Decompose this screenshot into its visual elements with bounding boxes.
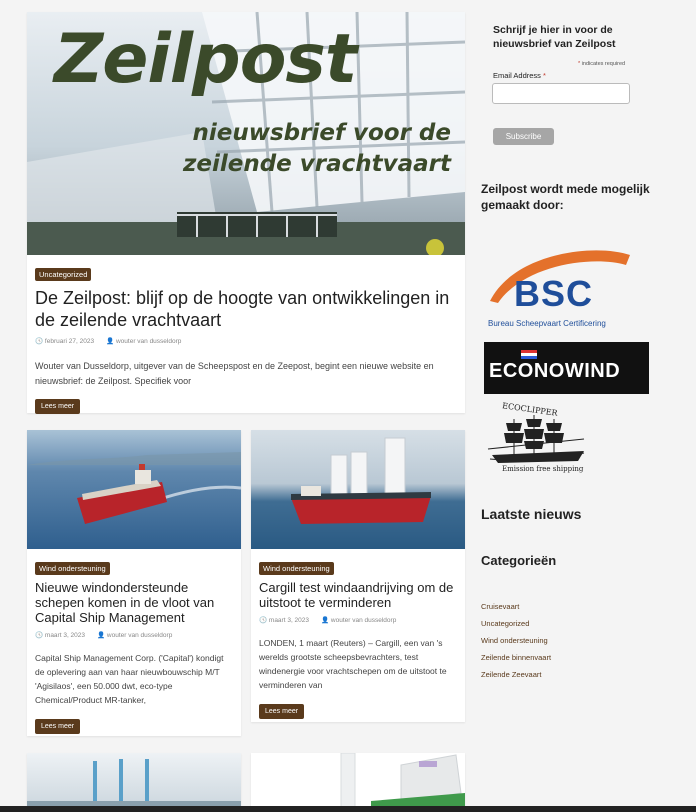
category-badge[interactable]: Wind ondersteuning [259, 562, 334, 575]
post-excerpt: Capital Ship Management Corp. ('Capital') kondigt de oplevering aan van haar nieuwbouwschip M/T 'Agisilaos', een 50.000 dwt, eco-type Chemical/Product MR-tanker, [35, 653, 224, 705]
category-link-uncategorized[interactable]: Uncategorized [481, 619, 530, 628]
category-link-zeilende-binnenvaart[interactable]: Zeilende binnenvaart [481, 653, 552, 662]
hero-subtitle [183, 118, 451, 180]
post-card [27, 430, 241, 736]
bsc-logo-subtext: Bureau Scheepvaart Certificering [488, 319, 606, 328]
post-date[interactable]: 🕓 februari 27, 2023 [35, 338, 95, 345]
bsc-logo[interactable] [484, 243, 634, 333]
ecoclipper-logo-subtext: Emission free shipping [502, 465, 584, 473]
post-card-partial[interactable] [27, 753, 241, 812]
post-card [251, 430, 465, 722]
category-badge[interactable]: Uncategorized [35, 268, 91, 281]
green-ship-illustration [251, 753, 465, 812]
latest-news-title: Laatste nieuws [481, 506, 582, 522]
post-author[interactable]: 👤 wouter van dusseldorp [321, 617, 397, 624]
category-link-cruisevaart[interactable]: Cruisevaart [481, 602, 520, 611]
hero-subtitle-line1: nieuwsbrief voor de [192, 120, 451, 146]
read-more-button[interactable]: Lees meer [35, 399, 80, 414]
categories-title: Categorieën [481, 553, 557, 568]
post-card-partial[interactable] [251, 753, 465, 812]
hero-subtitle-line2: zeilende vrachtvaart [182, 151, 451, 177]
category-badge[interactable]: Wind ondersteuning [35, 562, 110, 575]
email-label: Email Address * [493, 71, 546, 80]
flag-stripe-blue [521, 356, 537, 359]
post-author[interactable]: 👤 wouter van dusseldorp [97, 632, 173, 639]
email-input[interactable] [492, 83, 630, 104]
post-image-cargo-ship[interactable] [251, 430, 465, 549]
bottom-bar [0, 806, 696, 812]
ship-masts-illustration [27, 753, 241, 812]
sponsors-title: Zeilpost wordt mede mogelijk gemaakt door: [481, 182, 650, 212]
windsail-ship-illustration [251, 430, 465, 549]
econowind-logo-text: ECONOWIND [489, 360, 621, 382]
post-excerpt: Wouter van Dusseldorp, uitgever van de Scheepspost en de Zeepost, begint een nieuwe website en nieuwsbrief: de Zeilpost. Specifiek voor [35, 361, 434, 386]
ecoclipper-logo-text: ECOCLIPPER [501, 401, 559, 418]
post-image-tanker[interactable] [27, 430, 241, 549]
category-link-wind-ondersteuning[interactable]: Wind ondersteuning [481, 636, 548, 645]
subscribe-button[interactable]: Subscribe [493, 128, 554, 145]
tanker-illustration [27, 430, 241, 549]
post-title[interactable]: Cargill test windaandrijving om de uitstoot te verminderen [259, 580, 454, 610]
read-more-button[interactable]: Lees meer [259, 704, 304, 719]
post-meta [35, 337, 457, 345]
post-date[interactable]: 🕓 maart 3, 2023 [35, 632, 86, 639]
post-meta [259, 616, 457, 624]
post-excerpt: LONDEN, 1 maart (Reuters) – Cargill, een van 's werelds grootste scheepsbevrachters, test windenergie voor vrachtschepen om de uitstoot te verminderen van [259, 638, 447, 690]
featured-image[interactable] [27, 12, 465, 255]
ecoclipper-logo[interactable] [484, 403, 594, 477]
post-meta [35, 631, 233, 639]
post-title[interactable]: Nieuwe windondersteunde schepen komen in de vloot van Capital Ship Management [35, 580, 215, 625]
required-note: * indicates required [578, 61, 626, 67]
econowind-logo[interactable] [484, 342, 649, 394]
newsletter-title: Schrijf je hier in voor de nieuwsbrief van Zeilpost [493, 24, 616, 50]
featured-post-card [27, 12, 465, 413]
post-title[interactable]: De Zeilpost: blijf op de hoogte van ontwikkelingen in de zeilende vrachtvaart [35, 288, 450, 330]
category-link-zeilende-zeevaart[interactable]: Zeilende Zeevaart [481, 670, 542, 679]
bsc-logo-text: BSC [514, 273, 594, 314]
hero-title: Zeilpost [54, 20, 357, 99]
read-more-button[interactable]: Lees meer [35, 719, 80, 734]
post-date[interactable]: 🕓 maart 3, 2023 [259, 617, 310, 624]
post-author[interactable]: 👤 wouter van dusseldorp [106, 338, 182, 345]
